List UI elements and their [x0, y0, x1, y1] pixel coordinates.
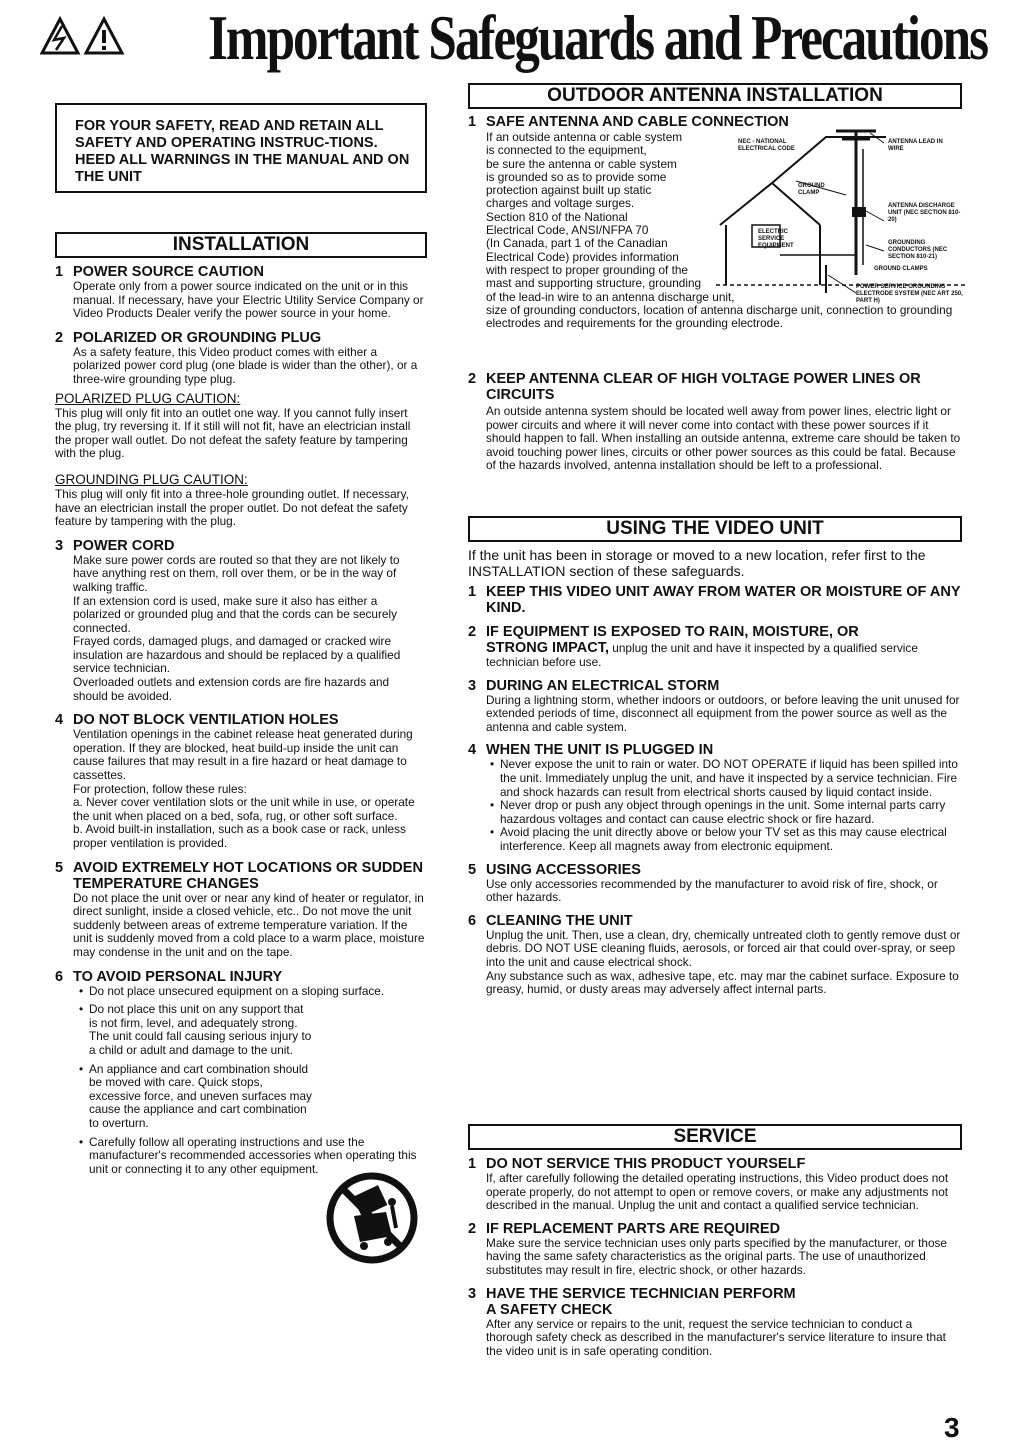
cart-tipover-warning-icon: [326, 1172, 418, 1264]
text-line: of the lead-in wire to an antenna discharge unit,: [486, 289, 735, 304]
outdoor-s1-tail: size of grounding conductors, location of antenna discharge unit, connection to grounding electrodes and requirements for the grounding electrode.: [486, 303, 953, 331]
using-section: If the unit has been in storage or moved to a new location, refer first to the INSTALLATION section of these safeguards. 1 KEEP THIS VIDEO UNIT AWAY FROM WATER OR MOISTURE OF ANY KIND. 2 IF EQUIPMENT IS EXPOSED TO RAIN, MOISTURE, OR STRONG IMPACT, unplug the unit and have it inspected by a qualified service technician before use. 3 DURING AN ELECTRICAL STORM During a lightning storm, whether indoors or outdoors, or before leaving the unit unused for extended periods of time, disconnect all equipment from the power source as well as the antenna and cable system. 4 WHEN THE UNIT IS PLUGGED IN • Never expose the unit to rain or water. DO NOT OPERATE if liquid has been spilled into the unit. Immediately unplug the unit, and have it inspected by a service technician. Fire and shock hazards can result from electrical shorts caused by liquid contact inside. • Never drop or push any object through openings in the unit. Some internal parts carry hazardous voltages and contact can cause electric shock or fire hazard. • Avoid placing the unit directly above or below your TV set as this may cause electrical interference. Keep all magnets away from electronic equipment. 5 USING ACCESSORIES Use only accessories recommended by the manufacturer to avoid risk of fire, shock, or other hazards. 6 CLEANING THE UNIT Unplug the unit. Then, use a clean, dry, chemically untreated cloth to gently remove dust or debris. DO NOT USE cleaning fluids, aerosols, or forced air that could over-spray, or seep into the unit and cause electrical shock. Any substance such as wax, adhesive tape, etc. may mar the cabinet surface. Exposure to greasy, humid, or dusty areas may adversely affect internal parts.: [468, 547, 962, 997]
page-title-block: [40, 2, 1000, 74]
using-s2-text: unplug the unit and have it inspected by a qualified service technician before use.: [486, 641, 918, 669]
text-line: mast and supporting structure, grounding: [486, 276, 702, 291]
install-s4-rule-a: a. Never cover ventilation slots or the unit while in use, or operate the unit when placed on a bed, sofa, rug, or other soft surface.: [73, 795, 415, 823]
label-lead-in-wire: ANTENNA LEAD IN WIRE: [888, 139, 943, 152]
using-s6-title: CLEANING THE UNIT: [486, 912, 633, 929]
text-line: Electrical Code, ANSI/NFPA 70: [486, 223, 649, 238]
text-line: is connected to the equipment,: [486, 143, 647, 158]
service-s1-text: If, after carefully following the detailed operating instructions, this Video product does not operate properly, do not attempt to open or remove covers, or make any adjustments not described in the manual. Unplug the unit and contact a qualified service technician.: [486, 1171, 949, 1213]
using-s3-text: During a lightning storm, whether indoors or outdoors, or before leaving the unit unused for extended periods of time, disconnect all equipment from the power source as well as the antenna and cable system.: [486, 692, 960, 734]
intro-box: [55, 103, 427, 193]
install-s6-bullet: • Do not place unsecured equipment on a sloping surface.: [89, 985, 427, 999]
using-s4-title: WHEN THE UNIT IS PLUGGED IN: [486, 742, 714, 759]
label-service-equipment: ELECTRIC SERVICE EQUIPMENT: [758, 229, 794, 249]
label-ground-clamp: GROUND CLAMP: [798, 183, 825, 196]
label-grounding-electrode: POWER SERVICE GROUNDING ELECTRODE SYSTEM (NEC ART 250, PART H): [856, 284, 963, 304]
install-s3-title: POWER CORD: [73, 537, 175, 554]
text-line: protection against built up static: [486, 183, 652, 198]
service-s3-title-cont: A SAFETY CHECK: [486, 1301, 613, 1318]
service-s1-title: DO NOT SERVICE THIS PRODUCT YOURSELF: [486, 1156, 806, 1172]
outdoor-s1-title: SAFE ANTENNA AND CABLE CONNECTION: [486, 114, 789, 130]
install-s5-title: AVOID EXTREMELY HOT LOCATIONS OR SUDDEN TEMPERATURE CHANGES: [73, 859, 423, 892]
install-s5-text: Do not place the unit over or near any kind of heater or regulator, in direct sunlight, inside a closed vehicle, etc.. Do not move the unit suddenly between areas of extreme temperature variation. If the unit is suddenly moved from a cold place to a warm place, moisture may condense in the unit and on the tape.: [73, 890, 425, 959]
grounding-caution-heading: GROUNDING PLUG CAUTION:: [55, 471, 248, 487]
text-line: Electrical Code) provides information: [486, 249, 679, 264]
page-number: 3: [944, 1412, 960, 1443]
using-intro: If the unit has been in storage or moved to a new location, refer first to the INSTALLATION section of these safeguards.: [468, 547, 926, 579]
install-s6-bullet: • An appliance and cart combination should be moved with care. Quick stops, excessive force, and uneven surfaces may cause the appliance and cart combination to overturn.: [89, 1063, 314, 1131]
install-s3-text: Make sure power cords are routed so that they are not likely to have anything rest on them, roll over them, or be in the way of walking traffic. If an extension cord is used, make sure it also has either a polarized or grounded plug and that the cords can be securely connected. Frayed cords, damaged plugs, and damaged or cracked wire insulation are hazardous and should be replaced by a qualified service technician. Overloaded outlets and extension cords are fire hazards and should be avoided.: [73, 552, 401, 703]
install-s1-title: POWER SOURCE CAUTION: [73, 264, 264, 280]
text-line: with respect to proper grounding of the: [486, 262, 688, 277]
service-heading: SERVICE: [468, 1124, 962, 1150]
polarized-caution-text: This plug will only fit into an outlet one way. If you cannot fully insert the plug, try reversing it. If it still will not fit, have an electrician install the proper wall outlet. Do not defeat the safety feature by tampering with the plug.: [55, 405, 411, 461]
intro-text: FOR YOUR SAFETY, READ AND RETAIN ALL SAFETY AND OPERATING INSTRUC-TIONS. HEED ALL WARNINGS IN THE MANUAL AND ON THE UNIT: [75, 118, 410, 185]
text-line: be sure the antenna or cable system: [486, 156, 677, 171]
install-s2-text: As a safety feature, this Video product comes with either a polarized power cord plug (one blade is wider than the other), or a three-wire grounding type plug.: [73, 344, 418, 386]
install-s4-title: DO NOT BLOCK VENTILATION HOLES: [73, 712, 339, 729]
warning-triangles-icon: [40, 16, 160, 56]
using-s5-title: USING ACCESSORIES: [486, 861, 641, 878]
install-s1-text: Operate only from a power source indicated on the unit or in this manual. If necessary, have your Electric Utility Service Company or Video Products Dealer verify the power source in your home.: [73, 279, 424, 321]
install-s6-bullet: • Carefully follow all operating instructions and use the manufacturer's recommended accessories when operating this unit or connecting it to any other equipment.: [89, 1136, 427, 1177]
using-s6-text: Unplug the unit. Then, use a clean, dry, chemically untreated cloth to gently remove dust or debris. DO NOT USE cleaning fluids, aerosols, or forced air that could over-spray, or seep into the unit and cause electrical shock. Any substance such as wax, adhesive tape, etc. may mar the cabinet surface. Exposure to greasy, humid, or dusty areas may adversely affect internal parts.: [486, 927, 961, 997]
outdoor-heading: OUTDOOR ANTENNA INSTALLATION: [468, 83, 962, 109]
text-line: is grounded so as to provide some: [486, 169, 667, 184]
using-s2-title: IF EQUIPMENT IS EXPOSED TO RAIN, MOISTURE, OR: [486, 624, 859, 640]
install-s4-text: Ventilation openings in the cabinet release heat generated during operation. If they are blocked, heat build-up inside the unit can cause failures that may result in a fire hazard or heat damage to cassettes. For protection, follow these rules:: [73, 727, 413, 796]
outdoor-s1-title-row: 1 SAFE ANTENNA AND CABLE CONNECTION: [468, 114, 789, 130]
using-s4-bullet: • Never expose the unit to rain or water. DO NOT OPERATE if liquid has been spilled into the unit. Immediately unplug the unit, and have it inspected by a service technician. Fire and shock hazards can result from electrical shorts caused by liquid contact inside.: [500, 758, 962, 799]
outdoor-s2-text: An outside antenna system should be located well away from power lines, electric light or power circuits and where it will never come into contact with these power sources if it should happen to fall. When installing an outside antenna, extreme care should be taken to avoid touching power lines, circuits or other power sources as this could be fatal. Because of the hazards involved, antenna installation should be left to a professional.: [486, 404, 961, 473]
install-s6-bullet: • Do not place this unit on any support that is not firm, level, and adequately strong. The unit could fall causing serious injury to a child or adult and damage to the unit.: [89, 1003, 314, 1057]
grounding-caution-text: This plug will only fit into a three-hole grounding outlet. If necessary, have an electrician install the proper outlet. Do not defeat the safety feature by tampering with the plug.: [55, 486, 409, 529]
page-title: Important Safeguards and Precautions: [208, 2, 988, 73]
installation-section: 1 POWER SOURCE CAUTION Operate only from a power source indicated on the unit or in this manual. If necessary, have your Electric Utility Service Company or Video Products Dealer verify the power source in your home. 2 POLARIZED OR GROUNDING PLUG As a safety feature, this Video product comes with either a polarized power cord plug (one blade is wider than the other), or a three-wire grounding type plug. POLARIZED PLUG CAUTION: This plug will only fit into an outlet one way. If you cannot fully insert the plug, try reversing it. If it still will not fit, have an electrician install the proper wall outlet. Do not defeat the safety feature by tampering with the plug. GROUNDING PLUG CAUTION: This plug will only fit into a three-hole grounding outlet. If necessary, have an electrician install the proper outlet. Do not defeat the safety feature by tampering with the plug. 3 POWER CORD Make sure power cords are routed so that they are not likely to have anything rest on them, roll over them, or be in the way of walking traffic. If an extension cord is used, make sure it also has either a polarized or grounded plug and that the cords can be securely connected. Frayed cords, damaged plugs, and damaged or cracked wire insulation are hazardous and should be replaced by a qualified service technician. Overloaded outlets and extension cords are fire hazards and should be avoided. 4 DO NOT BLOCK VENTILATION HOLES Ventilation openings in the cabinet release heat generated during operation. If they are blocked, heat build-up inside the unit can cause failures that may result in a fire hazard or heat damage to cassettes. For protection, follow these rules: a. Never cover ventilation slots or the unit while in use, or operate the unit when placed on a bed, sofa, rug, or other soft surface. b. Avoid built-in installation, such as a book case or rack, unless proper ventilation is provided. 5 AVOID EXTREMELY HOT LOCATIONS OR SUDDEN TEMPERATURE CHANGES Do not place the unit over or near any kind of heater or regulator, in direct sunlight, inside a closed vehicle, etc.. Do not move the unit suddenly between areas of extreme temperature variation. If the unit is suddenly moved from a cold place to a warm place, moisture may condense in the unit and on the tape. 6 TO AVOID PERSONAL INJURY • Do not place unsecured equipment on a sloping surface. • Do not place this unit on any support that is not firm, level, and adequately strong. The unit could fall causing serious injury to a child or adult and damage to the unit. • An appliance and cart combination should be moved with care. Quick stops, excessive force, and uneven surfaces may cause the appliance and cart combination to overturn. • Carefully follow all operating instructions and use the manufacturer's recommended accessories when operating this unit or connecting it to any other equipment.: [55, 264, 427, 1176]
using-heading: USING THE VIDEO UNIT: [468, 516, 962, 542]
outdoor-s2-title: KEEP ANTENNA CLEAR OF HIGH VOLTAGE POWER LINES OR CIRCUITS: [486, 371, 921, 403]
outdoor-s2: 2 KEEP ANTENNA CLEAR OF HIGH VOLTAGE POWER LINES OR CIRCUITS An outside antenna system should be located well away from power lines, electric light or power circuits and where it will never come into contact with these power sources if it should happen to fall. When installing an outside antenna, extreme care should be taken to avoid touching power lines, circuits or other power sources as this could be fatal. Because of the hazards involved, antenna installation should be left to a professional.: [468, 371, 961, 473]
install-s6-title: TO AVOID PERSONAL INJURY: [73, 968, 283, 985]
text-line: Section 810 of the National: [486, 209, 628, 224]
text-line: If an outside antenna or cable system: [486, 130, 683, 144]
using-s2-title-cont: STRONG IMPACT,: [486, 640, 609, 656]
using-s4-bullet: • Avoid placing the unit directly above or below your TV set as this may cause electrical interference. Keep all magnets away from electronic equipment.: [500, 826, 962, 853]
service-s3-text: After any service or repairs to the unit, request the service technician to conduct a thorough safety check as described in the manufacturer's service literature to insure that the video unit is in safe operating condition.: [486, 1316, 946, 1358]
service-section: 1 DO NOT SERVICE THIS PRODUCT YOURSELF If, after carefully following the detailed operating instructions, this Video product does not operate properly, do not attempt to open or remove covers, or make any adjustments not described in the manual. Unplug the unit and contact a qualified service technician. 2 IF REPLACEMENT PARTS ARE REQUIRED Make sure the service technician uses only parts specified by the manufacturer, or those having the same safety characteristics as the original parts. The use of unauthorized substitutes may result in fire, electric shock, or other hazards. 3 HAVE THE SERVICE TECHNICIAN PERFORM A SAFETY CHECK After any service or repairs to the unit, request the service technician to conduct a thorough safety check as described in the manufacturer's service literature to insure that the video unit is in safe operating condition.: [468, 1156, 962, 1358]
install-s2-title: POLARIZED OR GROUNDING PLUG: [73, 329, 322, 346]
using-s5-text: Use only accessories recommended by the manufacturer to avoid risk of fire, shock, or other hazards.: [486, 876, 938, 905]
service-s2-title: IF REPLACEMENT PARTS ARE REQUIRED: [486, 1220, 781, 1237]
service-s2-text: Make sure the service technician uses only parts specified by the manufacturer, or those having the same safety characteristics as the original parts. The use of unauthorized substitutes may result in fire, electric shock, or other hazards.: [486, 1235, 947, 1277]
install-s4-rule-b: b. Avoid built-in installation, such as a book case or rack, unless proper ventilation is provided.: [73, 822, 406, 850]
label-grounding-conductors: GROUNDING CONDUCTORS (NEC SECTION 810-21): [888, 240, 948, 260]
label-nec: NEC - NATIONAL ELECTRICAL CODE: [738, 139, 795, 152]
installation-heading: INSTALLATION: [55, 232, 427, 258]
text-line: charges and voltage surges.: [486, 196, 635, 211]
text-line: (In Canada, part 1 of the Canadian: [486, 236, 668, 251]
using-s4-bullet: • Never drop or push any object through openings in the unit. Some internal parts carry hazardous voltages and contact can cause electric shock or fire hazard.: [500, 799, 962, 826]
service-s3-title: HAVE THE SERVICE TECHNICIAN PERFORM: [486, 1285, 796, 1302]
label-ground-clamps: GROUND CLAMPS: [874, 266, 928, 272]
using-s1-title: KEEP THIS VIDEO UNIT AWAY FROM WATER OR MOISTURE OF ANY KIND.: [486, 584, 961, 616]
using-s3-title: DURING AN ELECTRICAL STORM: [486, 677, 720, 694]
label-discharge-unit: ANTENNA DISCHARGE UNIT (NEC SECTION 810-20): [888, 203, 961, 223]
polarized-caution-heading: POLARIZED PLUG CAUTION:: [55, 390, 241, 406]
